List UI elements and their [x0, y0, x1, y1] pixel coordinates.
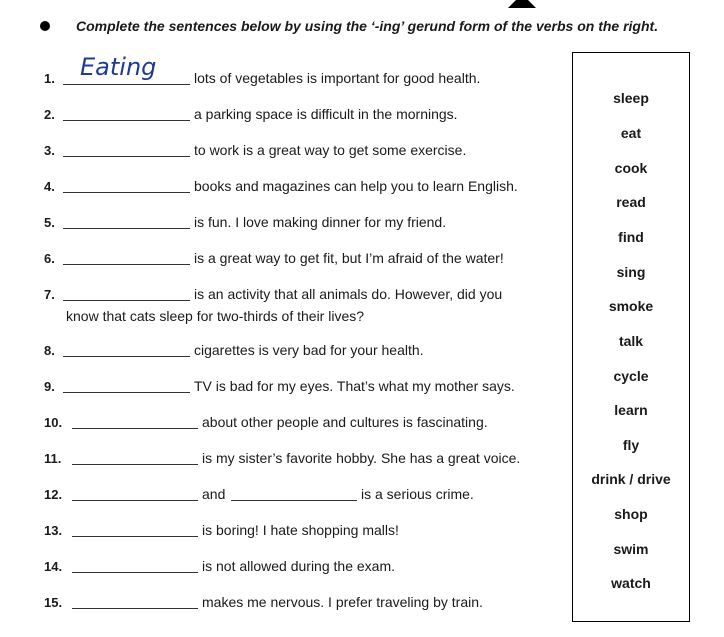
- question-text: is a great way to get fit, but I’m afraid of the water!: [194, 250, 504, 266]
- answer-blank[interactable]: [63, 283, 190, 301]
- verb-word: swim: [613, 541, 649, 557]
- question-text: books and magazines can help you to learn English.: [194, 178, 518, 194]
- question-number: 13.: [44, 523, 63, 538]
- verb-word: cycle: [613, 368, 649, 384]
- verb-word: sleep: [613, 90, 649, 106]
- answer-blank[interactable]: [63, 247, 190, 265]
- question-number: 7.: [44, 287, 55, 302]
- question-14: [0, 555, 570, 577]
- question-2: [0, 103, 570, 125]
- answer-blank[interactable]: [63, 339, 190, 357]
- question-text: is my sister’s favorite hobby. She has a great voice.: [202, 450, 521, 466]
- answer-blank-1[interactable]: [72, 483, 198, 501]
- answer-blank[interactable]: [72, 411, 198, 429]
- question-number: 2.: [44, 107, 55, 122]
- question-text: is not allowed during the exam.: [202, 558, 395, 574]
- bullet-icon: [40, 21, 50, 31]
- question-text: makes me nervous. I prefer traveling by train.: [202, 594, 483, 610]
- question-text: a parking space is difficult in the mornings.: [194, 106, 458, 122]
- answer-blank[interactable]: [72, 591, 198, 609]
- verb-word: shop: [614, 506, 648, 522]
- question-5: [0, 211, 570, 233]
- verb-word: fly: [622, 437, 640, 453]
- verb-word: sing: [616, 264, 646, 280]
- verb-word: learn: [614, 402, 648, 418]
- question-text: is boring! I hate shopping malls!: [202, 522, 399, 538]
- instruction: Complete the sentences below by using the ‘-ing’ gerund form of the verbs on the right.: [76, 18, 659, 34]
- question-6: [0, 247, 570, 269]
- question-number: 9.: [44, 379, 55, 394]
- question-number: 4.: [44, 179, 55, 194]
- question-number: 11.: [44, 451, 62, 466]
- question-12: [0, 483, 570, 505]
- question-text: to work is a great way to get some exercise.: [194, 142, 467, 158]
- answer-blank[interactable]: [72, 447, 198, 465]
- verb-word: eat: [620, 125, 642, 141]
- answer-blank[interactable]: [63, 175, 190, 193]
- question-number: 6.: [44, 251, 55, 266]
- answer-blank[interactable]: [63, 53, 190, 85]
- verb-word-box: [572, 52, 690, 622]
- question-text: TV is bad for my eyes. That’s what my mother says.: [194, 378, 515, 394]
- question-text: about other people and cultures is fascinating.: [202, 414, 488, 430]
- question-number: 10.: [44, 415, 63, 430]
- answer-blank[interactable]: [63, 211, 190, 229]
- question-text: cigarettes is very bad for your health.: [194, 342, 424, 358]
- question-1: [0, 53, 570, 89]
- question-conjunction: and: [202, 486, 226, 502]
- question-9: [0, 375, 570, 397]
- question-number: 15.: [44, 595, 63, 610]
- question-10: [0, 411, 570, 433]
- answer-blank[interactable]: [63, 103, 190, 121]
- verb-word: watch: [611, 575, 651, 591]
- question-number: 1.: [44, 71, 55, 86]
- verb-word: find: [618, 229, 644, 245]
- question-number: 3.: [44, 143, 55, 158]
- question-text: lots of vegetables is important for good health.: [194, 70, 481, 86]
- answer-blank-2[interactable]: [231, 483, 357, 501]
- question-text: is an activity that all animals do. However, did you: [194, 286, 503, 302]
- question-7-continuation: know that cats sleep for two-thirds of their lives?: [66, 308, 365, 324]
- handwritten-answer: Eating: [80, 53, 157, 81]
- question-13: [0, 519, 570, 541]
- question-15: [0, 591, 570, 613]
- question-number: 14.: [44, 559, 63, 574]
- question-11: [0, 447, 570, 469]
- question-3: [0, 139, 570, 161]
- question-4: [0, 175, 570, 197]
- question-8: [0, 339, 570, 361]
- verb-word: read: [616, 194, 646, 210]
- verb-word: drink / drive: [591, 471, 671, 487]
- question-text: is a serious crime.: [361, 486, 474, 502]
- question-number: 8.: [44, 343, 55, 358]
- corner-mark: [508, 0, 536, 8]
- answer-blank[interactable]: [63, 375, 190, 393]
- verb-word: talk: [618, 333, 644, 349]
- question-number: 12.: [44, 487, 63, 502]
- verb-word: cook: [614, 160, 648, 176]
- question-number: 5.: [44, 215, 55, 230]
- question-text: is fun. I love making dinner for my friend.: [194, 214, 447, 230]
- answer-blank[interactable]: [72, 519, 198, 537]
- answer-blank[interactable]: [72, 555, 198, 573]
- verb-word: smoke: [608, 298, 654, 314]
- question-7: [0, 283, 570, 305]
- answer-blank[interactable]: [63, 139, 190, 157]
